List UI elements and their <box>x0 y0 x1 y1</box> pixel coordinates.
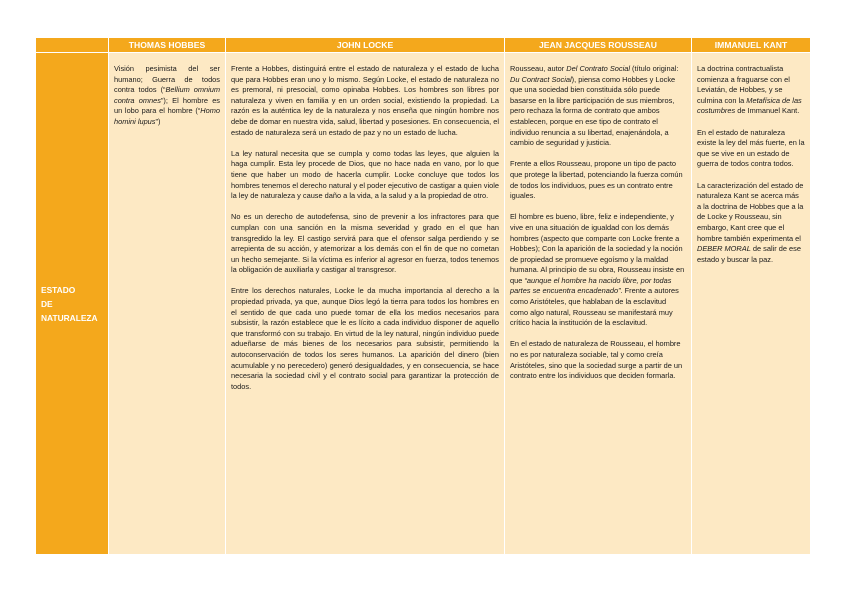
row-label-line-1: ESTADO <box>41 284 76 295</box>
rousseau-p1-title: Del Contrato Social <box>566 64 630 73</box>
locke-paragraph-4: Entre los derechos naturales, Locke le da mucha importancia al derecho a la propiedad privada, ya que, aunque Dios legó la tierra para todos los hombres en el sentido de que cada uno puede tomar de ella los medios necesarios para subsistir, la razón establece que le es lícito a cada individuo disponer de aquello que transformó con su trabajo. En virtud de la ley natural, ningún individuo puede adueñarse de más bienes de los necesarios para subsistir, permitiendo la autoconservación de todos los seres humanos. La aparición del dinero (bien acumulable y no perecedero) generó desigualdades, y en consecuencia, se hace necesaria la sociedad civil y el contrato social para garantizar la protección de todos. <box>231 286 499 391</box>
rousseau-p3-text: El hombre es bueno, libre, feliz e independiente, y vive en una situación de igualdad con los demás hombres (aspecto que comparte con Locke frente a Hobbes); Con la aparición de la sociedad y la noción de propiedad se promueve egoísmo y la maldad humana. Al principio de su obra, Rousseau insiste en que <box>510 212 685 285</box>
cell-rousseau <box>505 52 692 554</box>
rousseau-paragraph-1 <box>510 64 686 149</box>
cell-kant <box>692 52 811 554</box>
kant-paragraph-2: En el estado de naturaleza existe la ley del más fuerte, en la que se vive en un estado de guerra de todos contra todos. <box>697 127 805 169</box>
header-kant: IMMANUEL KANT <box>692 38 811 52</box>
comparison-table <box>36 38 811 554</box>
kant-p3-moral-duty: DEBER MORAL <box>697 244 751 254</box>
hobbes-p1-text: Visión pesimista del ser humano; Guerra de todos contra todos (“ <box>114 64 220 95</box>
kant-p3-text: La caracterización del estado de naturaleza Kant se acerca más a la doctrina de Hobbes que a la de Locke y Rousseau, sin embargo, Kant cree que el hombre también experimenta el <box>697 180 804 243</box>
cell-hobbes <box>109 52 226 554</box>
rousseau-p1-original-title: Du Contract Social <box>510 74 572 84</box>
hobbes-p2-latin: Homo homini lupus <box>114 106 220 126</box>
hobbes-p1-end: ”); <box>160 95 168 105</box>
hobbes-p2-end: ”) <box>155 116 161 126</box>
locke-paragraph-1: Frente a Hobbes, distinguirá entre el estado de naturaleza y el estado de lucha que para Hobbes eran uno y lo mismo. Según Locke, el estado de naturaleza no es premoral, ni presocial, como opinaba Hobbes. Los hombres son libres por naturaleza y viven en familia y en un orden social, existiendo la propiedad. La razón es la auténtica ley de la naturaleza y nos enseña que ningún hombre nos debe de domar en nuestra vida, salud, libertad y posesiones. En consecuencia, el estado de naturaleza será un estado de paz y no un estado de lucha. <box>231 64 499 137</box>
row-label-line-3: NATURALEZA <box>41 312 98 323</box>
kant-p3-end: de salir de ese estado y buscar la paz. <box>697 244 801 264</box>
header-hobbes: THOMAS HOBBES <box>109 38 226 52</box>
cell-locke <box>226 52 505 554</box>
kant-p1-end: de Immanuel Kant. <box>735 106 800 116</box>
kant-paragraph-1 <box>697 64 805 117</box>
hobbes-p2-text: El hombre es un lobo para el hombre (“ <box>114 95 220 116</box>
rousseau-p1-end: ), piensa como Hobbes y Locke que una sociedad bien constituida sólo puede basarse en la libre participación de sus miembros, pero rechaza la forma de contrato que ambos establecen, porque en ese tipo de contrato el individuo renuncia a su libertad, enajenándola, a cambio de seguridad y justicia. <box>510 74 676 148</box>
kant-p1-title: Metafísica de las costumbres <box>697 95 802 116</box>
rousseau-p1-text: Rousseau, autor <box>510 64 567 73</box>
rousseau-p3-quote: “aunque el hombre ha nacido libre, por todas partes se encuentra encadenado” <box>510 275 672 296</box>
locke-paragraph-3: No es un derecho de autodefensa, sino de prevenir a los infractores para que cumplan con una sanción en la misma severidad y grado en el que han transgredido la ley. El castigo servirá para que el ofensor salga perdiendo y se arrepienta de su acción, y atemorizar a los demás con el fin de que no cometan un hecho semejante. Si la víctima es inferior al agresor en fuerza, todos tenemos la obligación de auxiliarla y castigar al transgresor. <box>231 212 499 275</box>
locke-paragraph-2: La ley natural necesita que se cumpla y como todas las leyes, que alguien la haga cumplir. Esta ley procede de Dios, que no hace nada en vano, por lo que tiene que haber un modo de hacerla cumplir. Locke concluye que todos los hombres tenemos el derecho natural y el poder ejecutivo de castigar a quien viole la ley de naturaleza y cause daño a la vida, a la salud y a la propiedad de otro. <box>231 148 499 201</box>
kant-paragraph-3 <box>697 181 805 266</box>
kant-p1-text: La doctrina contractualista comienza a fraguarse con el Leviatán, de Hobbes, y se culmina con la <box>697 64 790 105</box>
rousseau-p3-end: . Frente a autores como Aristóteles, que hablaban de la esclavitud como algo natural, Rousseau se manifestará muy crítico hacia la institución de la esclavitud. <box>510 286 679 328</box>
hobbes-paragraph-1 <box>114 64 220 128</box>
header-rousseau: JEAN JACQUES ROUSSEAU <box>505 38 692 52</box>
hobbes-p1-latin: Bellium omnium contra omnes <box>114 85 220 105</box>
rousseau-paragraph-3 <box>510 212 686 329</box>
header-corner <box>36 38 109 52</box>
row-label-estado-de-naturaleza <box>36 52 109 554</box>
rousseau-paragraph-4: En el estado de naturaleza de Rousseau, el hombre no es por naturaleza sociable, tal y como creía Aristóteles, sino que la sociedad surge a partir de un contrato entre los individuos que deciden formarla. <box>510 339 683 381</box>
rousseau-p1-mid: (título original: <box>629 64 679 73</box>
rousseau-paragraph-2: Frente a ellos Rousseau, propone un tipo de pacto que protege la libertad, potenciando la fuerza común de todos los individuos, pues es un contrato entre iguales. <box>510 159 683 201</box>
row-label-line-2: DE <box>41 298 53 309</box>
header-locke: JOHN LOCKE <box>226 38 505 52</box>
